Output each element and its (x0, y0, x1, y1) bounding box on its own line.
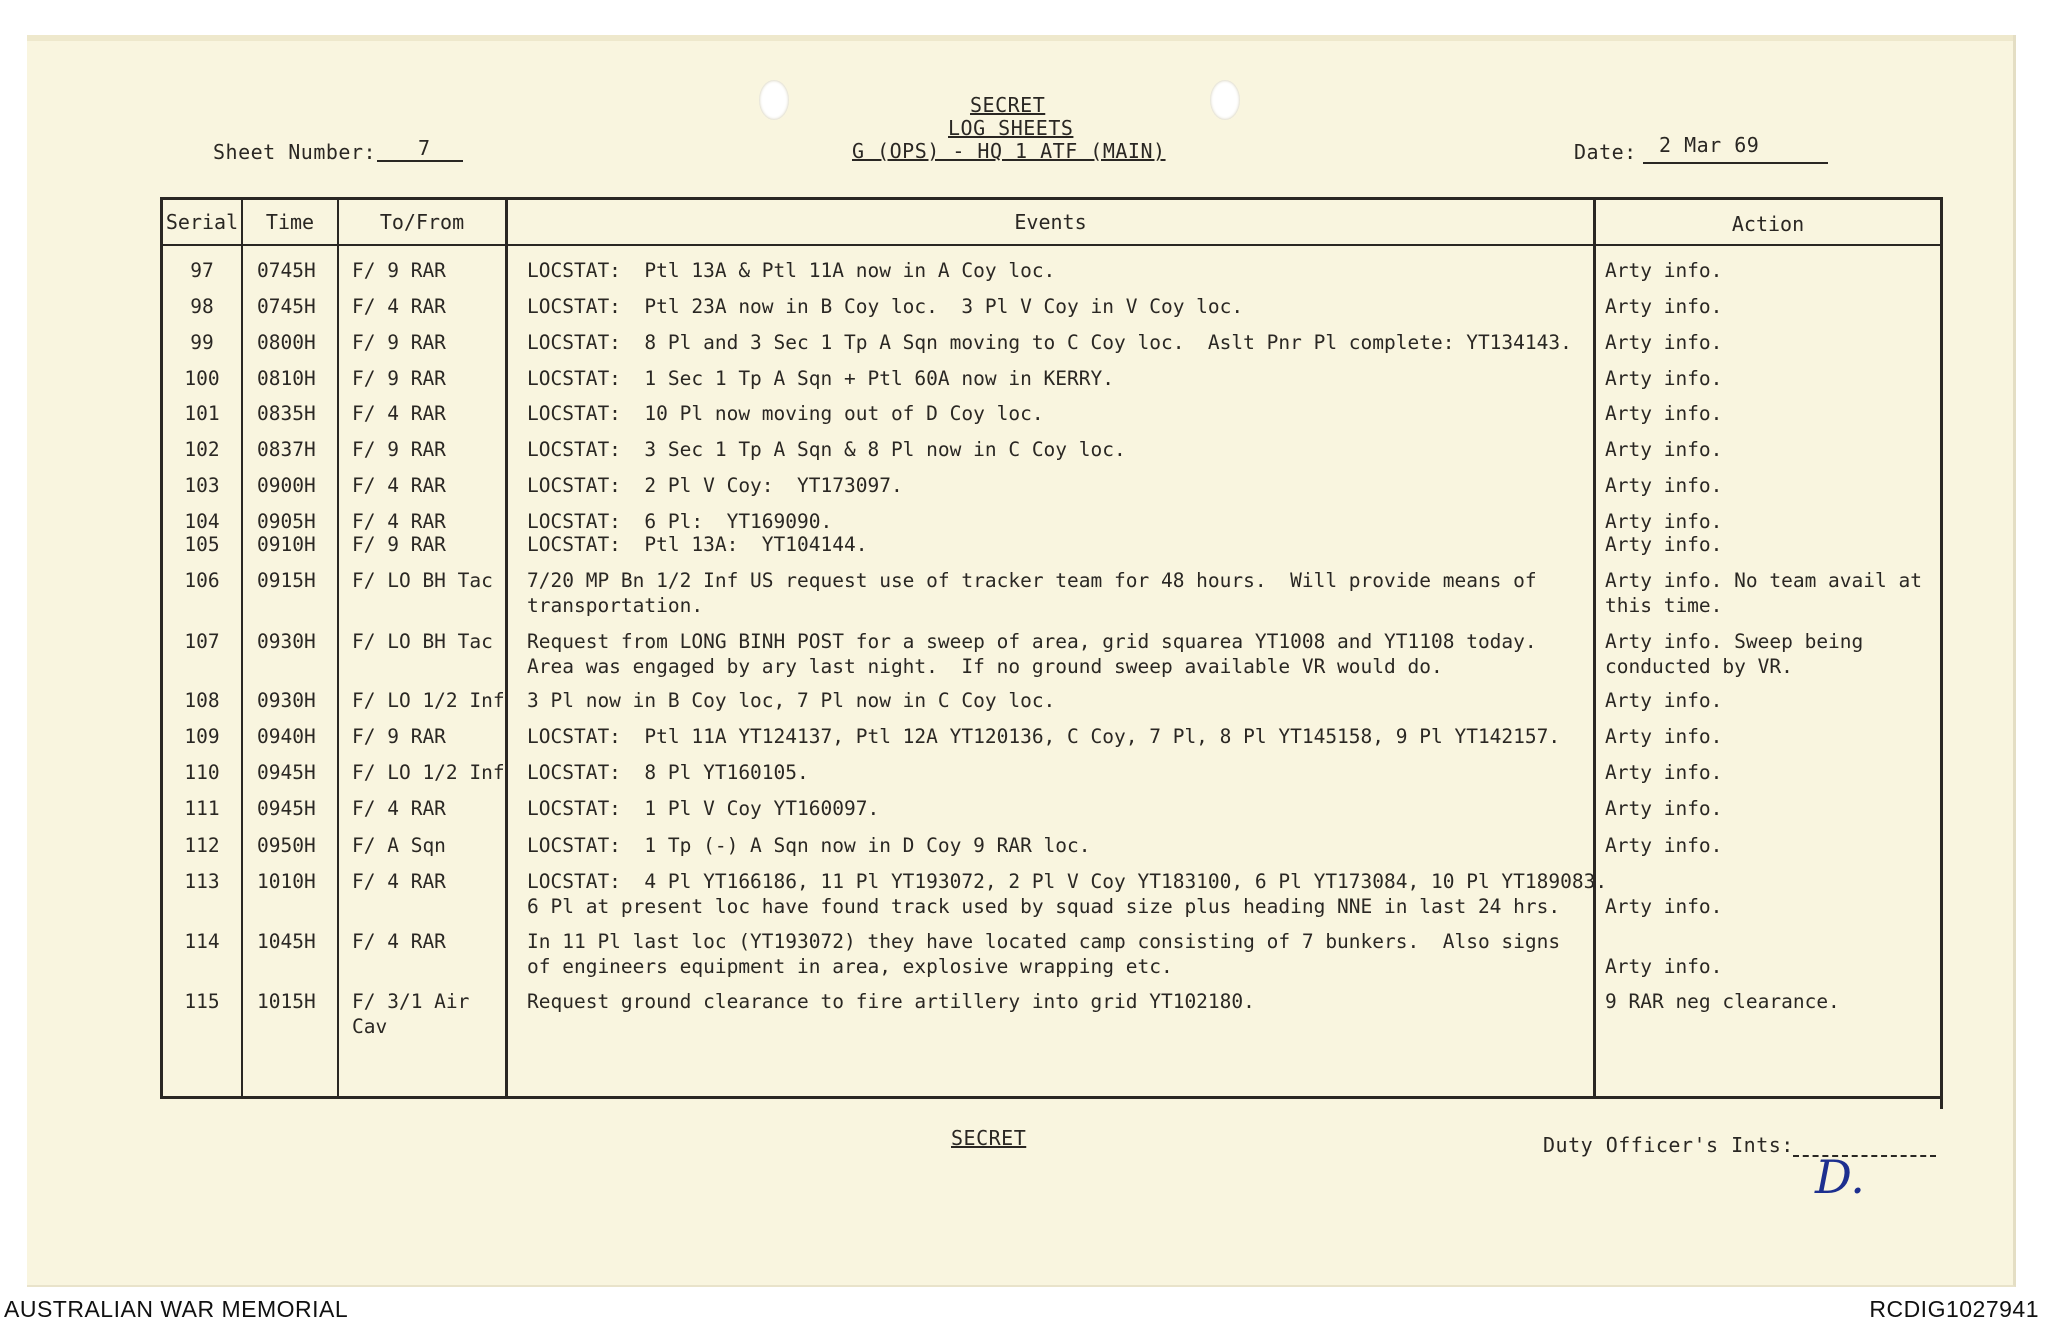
action-cell (1605, 294, 1722, 319)
serial-cell: 113 (184, 870, 220, 893)
action-line: conducted by VR. (1605, 655, 1793, 678)
event-line: LOCSTAT: 8 Pl and 3 Sec 1 Tp A Sqn moving to C Coy loc. Aslt Pnr Pl complete: YT134143. (527, 331, 1572, 354)
action-cell (1605, 760, 1722, 785)
time-cell: 0945H (257, 761, 316, 784)
col-action: Action (1731, 212, 1805, 236)
events-cell (527, 473, 903, 498)
event-line: LOCSTAT: Ptl 23A now in B Coy loc. 3 Pl V Coy in V Coy loc. (527, 295, 1244, 318)
events-cell (527, 366, 1114, 391)
time-cell: 0930H (257, 630, 316, 653)
event-line: LOCSTAT: Ptl 11A YT124137, Ptl 12A YT120136, C Coy, 7 Pl, 8 Pl YT145158, 9 Pl YT142157. (527, 725, 1561, 748)
action-cell (1605, 724, 1722, 749)
events-cell (527, 929, 1560, 979)
time-cell: 0837H (257, 438, 316, 461)
to-from-cell: F/ 9 RAR (352, 259, 446, 282)
serial-cell: 115 (184, 990, 220, 1013)
time-cell: 0810H (257, 367, 316, 390)
to-from-cell: F/ 4 RAR (352, 474, 446, 497)
time-cell: 0835H (257, 402, 316, 425)
to-from-cell: F/ 9 RAR (352, 438, 446, 461)
time-cell: 0950H (257, 834, 316, 857)
event-line: LOCSTAT: 8 Pl YT160105. (527, 761, 809, 784)
duty-officer-initials: D. (1815, 1150, 1865, 1204)
events-cell (527, 688, 1055, 713)
action-cell (1605, 532, 1722, 557)
events-cell (527, 330, 1572, 355)
event-line: 6 Pl at present loc have found track used by squad size plus heading NNE in last 24 hrs. (527, 895, 1561, 918)
action-line: Arty info. Sweep being (1605, 630, 1864, 653)
action-line: Arty info. (1605, 955, 1723, 978)
events-cell (527, 258, 1055, 283)
serial-cell: 98 (190, 295, 214, 318)
to-from-cell: F/ LO BH Tac (352, 569, 493, 592)
time-cell: 0900H (257, 474, 316, 497)
events-cell (527, 509, 832, 534)
action-line: Arty info. (1605, 402, 1723, 425)
action-cell (1605, 473, 1722, 498)
events-cell (527, 437, 1126, 462)
action-line (1605, 929, 1722, 954)
time-cell: 0745H (257, 259, 316, 282)
event-line: LOCSTAT: 3 Sec 1 Tp A Sqn & 8 Pl now in C Coy loc. (527, 438, 1126, 461)
to-from-cell: F/ 4 RAR (352, 797, 446, 820)
event-line: LOCSTAT: Ptl 13A & Ptl 11A now in A Coy loc. (527, 259, 1056, 282)
action-cell (1605, 509, 1722, 534)
event-line: LOCSTAT: 10 Pl now moving out of D Coy loc. (527, 402, 1044, 425)
to-from-cell: F/ LO 1/2 Inf (352, 689, 505, 712)
action-cell (1605, 258, 1722, 283)
serial-cell: 102 (184, 438, 220, 461)
date-value: 2 Mar 69 (1659, 133, 1760, 157)
action-line: Arty info. (1605, 510, 1723, 533)
action-line: Arty info. (1605, 533, 1723, 556)
action-cell (1605, 929, 1722, 979)
action-cell (1605, 989, 1840, 1014)
serial-cell: 107 (184, 630, 220, 653)
action-cell (1605, 401, 1722, 426)
serial-cell: 97 (190, 259, 214, 282)
event-line: 7/20 MP Bn 1/2 Inf US request use of tracker team for 48 hours. Will provide means of (527, 569, 1537, 592)
event-line: In 11 Pl last loc (YT193072) they have located camp consisting of 7 bunkers. Also signs (527, 930, 1561, 953)
action-line: Arty info. (1605, 295, 1723, 318)
events-cell (527, 796, 879, 821)
serial-cell: 114 (184, 930, 220, 953)
log-title: LOG SHEETS (948, 116, 1074, 140)
col-time: Time (265, 210, 315, 234)
serial-cell: 101 (184, 402, 220, 425)
to-from-cell: F/ 9 RAR (352, 331, 446, 354)
action-line: Arty info. (1605, 331, 1723, 354)
event-line: of engineers equipment in area, explosive wrapping etc. (527, 955, 1173, 978)
action-line: Arty info. (1605, 474, 1723, 497)
events-cell (527, 294, 1243, 319)
punch-hole (1210, 80, 1240, 120)
events-cell (527, 401, 1044, 426)
col-events: Events (1014, 210, 1087, 234)
event-line: LOCSTAT: 4 Pl YT166186, 11 Pl YT193072, 2 Pl V Coy YT183100, 6 Pl YT173084, 10 Pl YT189083. (527, 870, 1608, 893)
events-cell (527, 869, 1607, 919)
events-cell (527, 568, 1537, 618)
time-cell: 0800H (257, 331, 316, 354)
action-line: Arty info. (1605, 689, 1723, 712)
time-cell: 0745H (257, 295, 316, 318)
col-to-from: To/From (379, 210, 465, 234)
action-line: Arty info. (1605, 438, 1723, 461)
time-cell: 0930H (257, 689, 316, 712)
event-line: Request ground clearance to fire artillery into grid YT102180. (527, 990, 1255, 1013)
events-cell (527, 724, 1560, 749)
events-cell (527, 532, 867, 557)
to-from-cell: F/ 9 RAR (352, 725, 446, 748)
serial-cell: 108 (184, 689, 220, 712)
action-cell (1605, 629, 1863, 679)
sheet-number: 7 (418, 136, 431, 160)
events-cell (527, 989, 1255, 1014)
punch-hole (759, 80, 789, 120)
event-line: LOCSTAT: Ptl 13A: YT104144. (527, 533, 868, 556)
to-from-cell: F/ 4 RAR (352, 930, 446, 953)
classification-top: SECRET (970, 93, 1046, 117)
to-from-cell: F/ 4 RAR (352, 295, 446, 318)
action-line: Arty info. No team avail at (1605, 569, 1922, 592)
date-label: Date: (1574, 140, 1637, 164)
to-from-cell: F/ 4 RAR (352, 510, 446, 533)
action-line: Arty info. (1605, 259, 1723, 282)
time-cell: 1015H (257, 990, 316, 1013)
time-cell: 0940H (257, 725, 316, 748)
to-from-cell: F/ 4 RAR (352, 402, 446, 425)
action-line: Arty info. (1605, 367, 1723, 390)
serial-cell: 112 (184, 834, 220, 857)
event-line: LOCSTAT: 1 Tp (-) A Sqn now in D Coy 9 RAR loc. (527, 834, 1091, 857)
sheet-number-underline (377, 160, 463, 162)
to-from-cell: F/ 9 RAR (352, 367, 446, 390)
archive-id: RCDIG1027941 (1869, 1296, 2039, 1322)
events-cell (527, 629, 1537, 679)
to-from-cell: F/ 4 RAR (352, 870, 446, 893)
time-cell: 1010H (257, 870, 316, 893)
event-line: LOCSTAT: 2 Pl V Coy: YT173097. (527, 474, 903, 497)
action-cell (1605, 330, 1722, 355)
event-line: LOCSTAT: 1 Sec 1 Tp A Sqn + Ptl 60A now in KERRY. (527, 367, 1114, 390)
action-line: 9 RAR neg clearance. (1605, 990, 1840, 1013)
serial-cell: 106 (184, 569, 220, 592)
to-from-cell: F/ A Sqn (352, 834, 446, 857)
archive-label: AUSTRALIAN WAR MEMORIAL (4, 1296, 349, 1322)
serial-cell: 105 (184, 533, 220, 556)
time-cell: 0915H (257, 569, 316, 592)
action-line: Arty info. (1605, 725, 1723, 748)
serial-cell: 99 (190, 331, 214, 354)
time-cell: 1045H (257, 930, 316, 953)
action-line: this time. (1605, 594, 1723, 617)
to-from-cell: F/ 9 RAR (352, 533, 446, 556)
sheet-number-label: Sheet Number: (213, 140, 377, 164)
time-cell: 0945H (257, 797, 316, 820)
event-line: Area was engaged by ary last night. If no ground sweep available VR would do. (527, 655, 1443, 678)
date-underline (1643, 162, 1828, 164)
event-line: LOCSTAT: 6 Pl: YT169090. (527, 510, 833, 533)
serial-cell: 104 (184, 510, 220, 533)
action-line: Arty info. (1605, 797, 1723, 820)
action-cell (1605, 437, 1722, 462)
serial-cell: 110 (184, 761, 220, 784)
events-cell (527, 833, 1091, 858)
event-line: transportation. (527, 594, 704, 617)
time-cell: 0905H (257, 510, 316, 533)
serial-cell: 109 (184, 725, 220, 748)
action-cell (1605, 833, 1722, 858)
unit-title: G (OPS) - HQ 1 ATF (MAIN) (852, 139, 1166, 163)
to-from-cell: F/ 3/1 Air Cav (352, 990, 470, 1038)
action-line: Arty info. (1605, 895, 1723, 918)
events-cell (527, 760, 809, 785)
to-from-cell: F/ LO 1/2 Inf (352, 761, 505, 784)
action-cell (1605, 688, 1722, 713)
col-serial: Serial (165, 210, 239, 234)
event-line: Request from LONG BINH POST for a sweep of area, grid squarea YT1008 and YT1108 today. (527, 630, 1537, 653)
to-from-cell: F/ LO BH Tac (352, 630, 493, 653)
action-cell (1605, 366, 1722, 391)
classification-bottom: SECRET (951, 1126, 1027, 1150)
serial-cell: 111 (184, 797, 220, 820)
action-line (1605, 869, 1722, 894)
serial-cell: 100 (184, 367, 220, 390)
event-line: LOCSTAT: 1 Pl V Coy YT160097. (527, 797, 880, 820)
action-line: Arty info. (1605, 834, 1723, 857)
action-line: Arty info. (1605, 761, 1723, 784)
event-line: 3 Pl now in B Coy loc, 7 Pl now in C Coy loc. (527, 689, 1056, 712)
action-cell (1605, 869, 1722, 919)
serial-cell: 103 (184, 474, 220, 497)
action-cell (1605, 568, 1922, 618)
action-cell (1605, 796, 1722, 821)
duty-officer-label: Duty Officer's Ints: (1543, 1133, 1794, 1157)
time-cell: 0910H (257, 533, 316, 556)
